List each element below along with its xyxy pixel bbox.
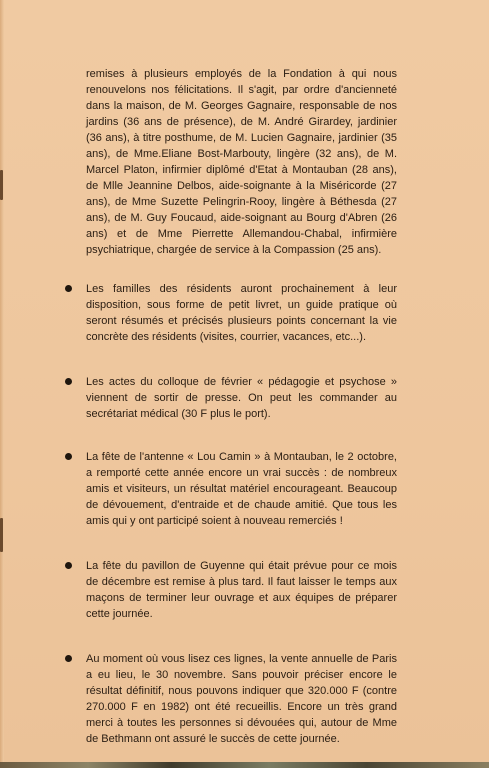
news-item [86, 449, 397, 529]
news-item-text: La fête du pavillon de Guyenne qui était prévue pour ce mois de décembre est remise à plus tard. Il faut laisser le temps aux maçons de terminer leur ouvrage et aux équipes de préparer cette journée. [86, 560, 397, 620]
news-item-text: Les actes du colloque de février « pédagogie et psychose » viennent de sortir de presse. On peut les commander au secrétariat médical (30 F plus le port). [86, 376, 397, 420]
news-item-text: La fête de l'antenne « Lou Camin » à Montauban, le 2 octobre, a remporté cette année encore un vrai succès : de nombreux amis et visiteurs, un résultat matériel encourageant. Beaucoup de dévouement, d'entraide et de chaude amitié. Que tous les amis qui y ont participé soient à nouveau remerciés ! [86, 451, 397, 527]
bottom-edge-strip [0, 762, 489, 768]
news-item [86, 558, 397, 622]
document-body [86, 66, 397, 747]
binding-staple-top [0, 170, 3, 200]
binding-staple-bottom [0, 518, 3, 552]
news-item [86, 374, 397, 422]
intro-paragraph: remises à plusieurs employés de la Fondation à qui nous renouvelons nos félicitations. Il s'agit, par ordre d'ancienneté dans la maison, de M. Georges Gagnaire, responsable de nos jardins (36 ans de présence), de M. André Girardey, jardinier (36 ans), à titre posthume, de M. Lucien Gagnaire, jardinier (35 ans), de Mme.Eliane Bost-Marbouty, lingère (32 ans), de M. Marcel Platon, infirmier diplômé d'Etat à Montauban (28 ans), de Mlle Jeannine Delbos, aide-soignante à la Miséricorde (27 ans), de Mme Suzette Pelingrin-Rooy, lingère à Béthesda (27 ans), de M. Guy Foucaud, aide-soignant au Bourg d'Abren (26 ans) et de Mme Pierrette Allemandou-Chabal, infirmière psychiatrique, chargée de service à la Compassion (25 ans). [86, 68, 397, 256]
news-item-text: Les familles des résidents auront prochainement à leur disposition, sous forme de petit livret, un guide pratique où seront résumés et précisés plusieurs points concernant la vie concrète des résidents (visites, courrier, vacances, etc...). [86, 283, 397, 343]
bullet-icon [65, 285, 72, 292]
bullet-icon [65, 655, 72, 662]
news-item-text: Au moment où vous lisez ces lignes, la vente annuelle de Paris a eu lieu, le 30 novembre. Sans pouvoir préciser encore le résultat définitif, nous pouvons indiquer que 320.000 F (contre 270.000 F en 1982) ont été recueillis. Encore un très grand merci à toutes les personnes si dévouées qui, autour de Mme de Bethmann ont assuré le succès de cette journée. [86, 653, 397, 745]
page-binding-edge [0, 0, 4, 768]
news-item [86, 651, 397, 747]
bullet-icon [65, 378, 72, 385]
news-item [86, 281, 397, 345]
bullet-icon [65, 562, 72, 569]
bullet-icon [65, 453, 72, 460]
